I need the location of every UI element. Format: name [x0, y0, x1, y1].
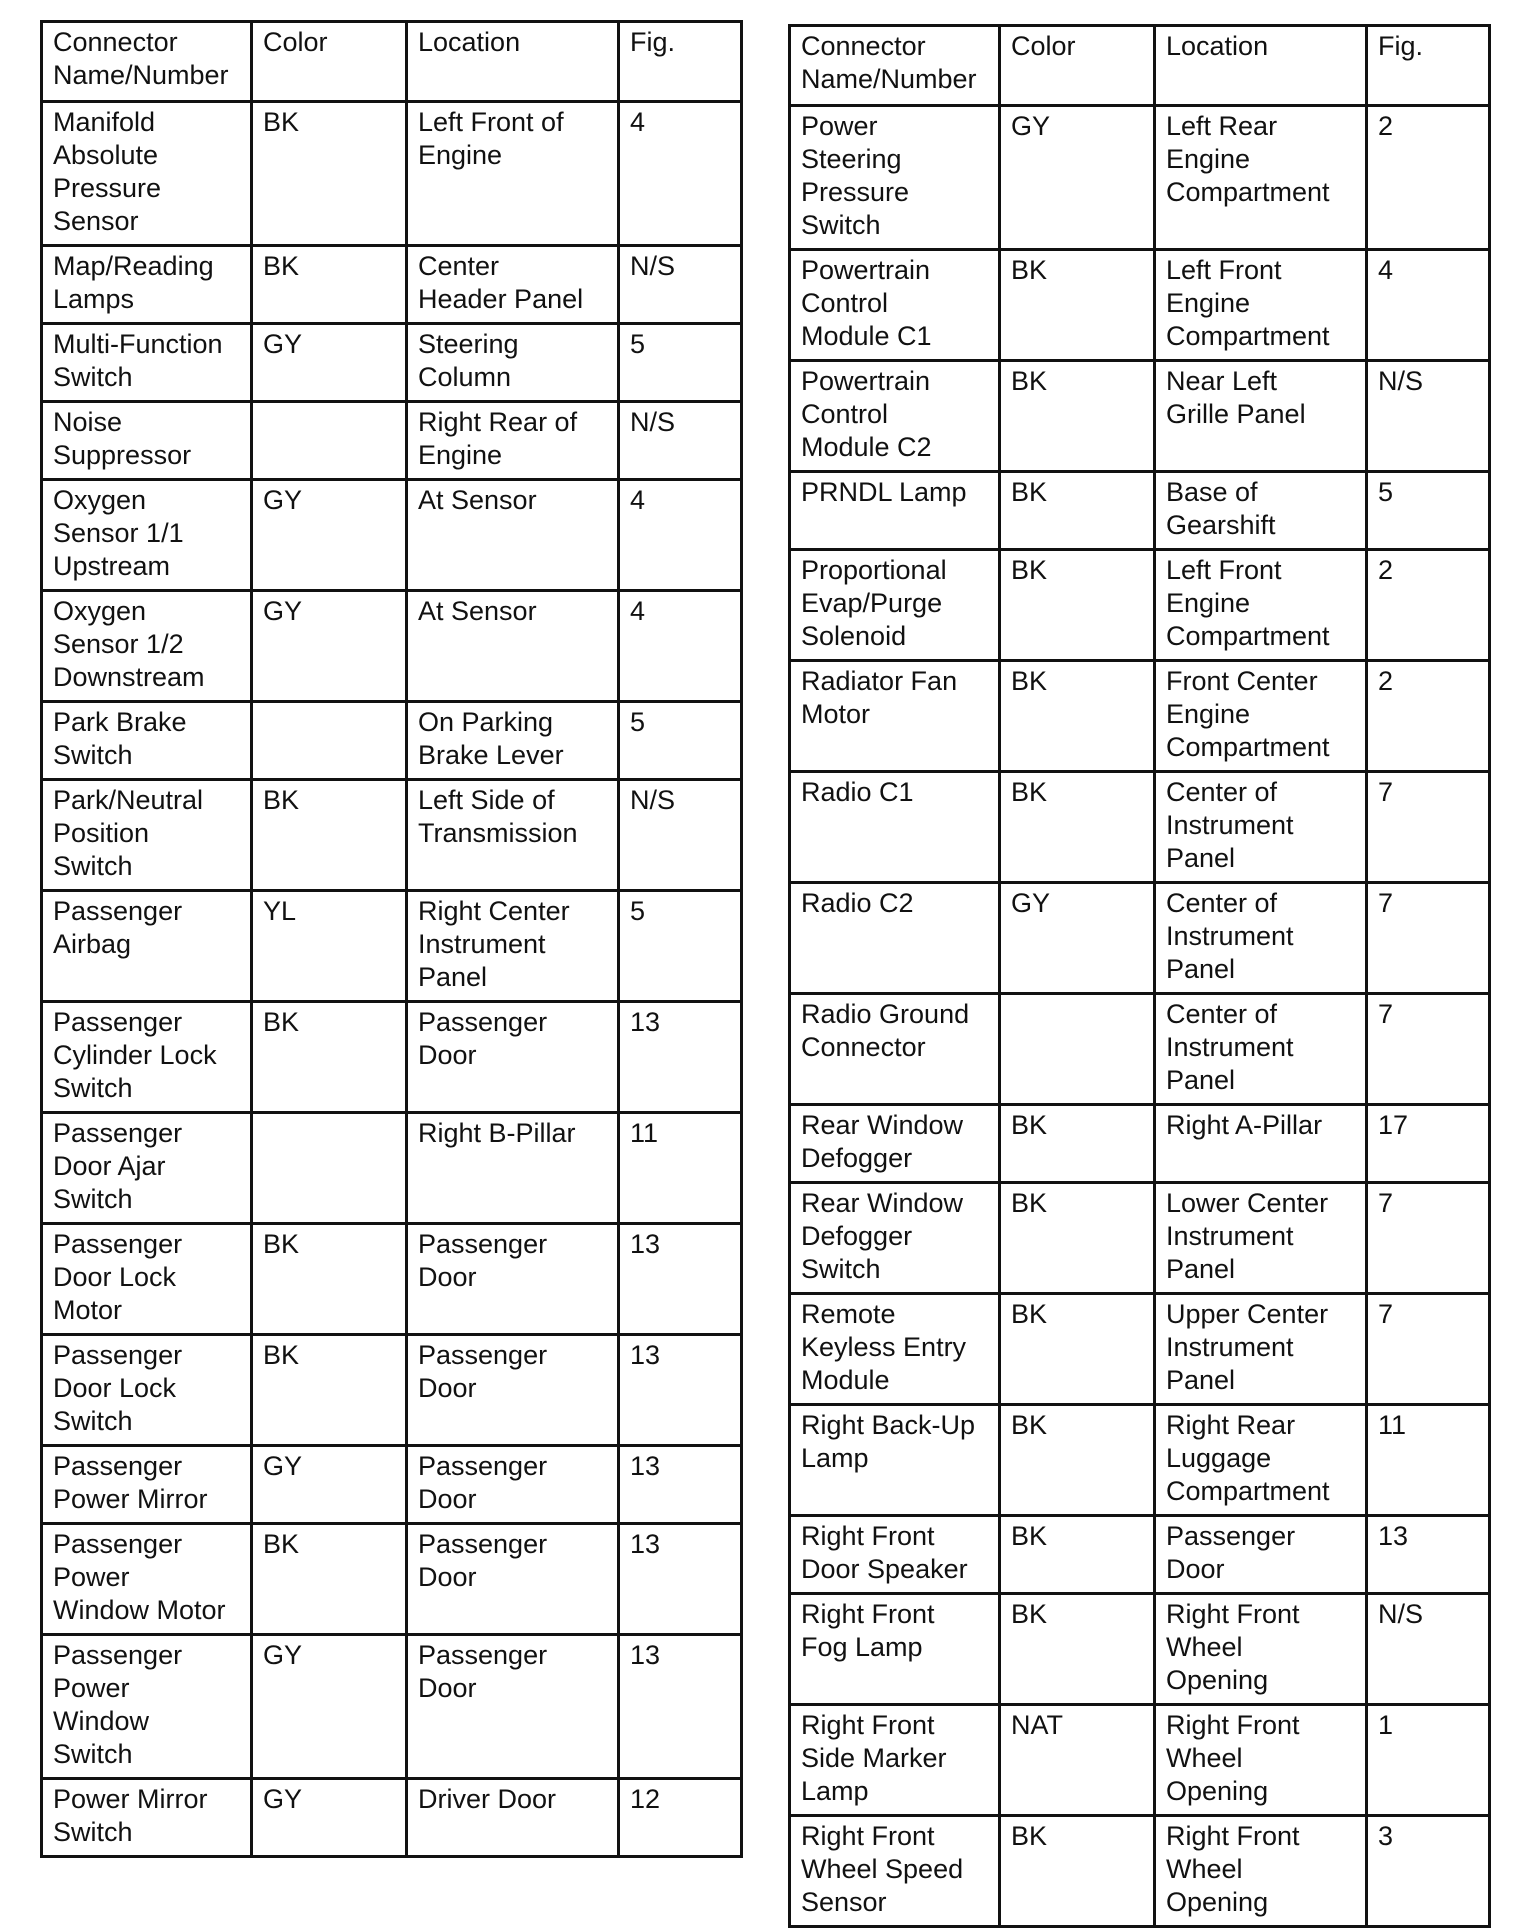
cell-color: BK: [252, 102, 407, 246]
cell-color: GY: [252, 480, 407, 591]
cell-connector: Powertrain Control Module C1: [790, 250, 1000, 361]
header-location: Location: [1155, 26, 1367, 106]
cell-connector: Radio C2: [790, 883, 1000, 994]
cell-color: BK: [1000, 1183, 1155, 1294]
cell-connector: Park Brake Switch: [42, 702, 252, 780]
cell-location: Passenger Door: [407, 1524, 619, 1635]
cell-fig: 13: [619, 1002, 742, 1113]
cell-fig: 4: [619, 591, 742, 702]
cell-location: Left Front Engine Compartment: [1155, 250, 1367, 361]
cell-location: Passenger Door: [1155, 1516, 1367, 1594]
connector-table-left: [40, 20, 743, 1858]
table-row: [42, 1113, 742, 1224]
table-row: [790, 472, 1490, 550]
cell-color: YL: [252, 891, 407, 1002]
table-row: [790, 1405, 1490, 1516]
cell-location: Right Front Wheel Opening: [1155, 1816, 1367, 1927]
cell-fig: 5: [1367, 472, 1490, 550]
cell-fig: 2: [1367, 106, 1490, 250]
table-row: [42, 591, 742, 702]
header-fig: Fig.: [1367, 26, 1490, 106]
table-row: [790, 661, 1490, 772]
cell-color: BK: [252, 1224, 407, 1335]
cell-connector: Park/Neutral Position Switch: [42, 780, 252, 891]
cell-connector: Remote Keyless Entry Module: [790, 1294, 1000, 1405]
table-body: [790, 106, 1490, 1927]
cell-fig: N/S: [619, 780, 742, 891]
cell-connector: Radio Ground Connector: [790, 994, 1000, 1105]
table-row: [42, 891, 742, 1002]
cell-connector: Powertrain Control Module C2: [790, 361, 1000, 472]
table-row: [42, 246, 742, 324]
table-row: [790, 1183, 1490, 1294]
cell-fig: 2: [1367, 550, 1490, 661]
cell-location: Left Front of Engine: [407, 102, 619, 246]
table-row: [790, 106, 1490, 250]
cell-color: GY: [252, 324, 407, 402]
cell-connector: Passenger Door Lock Motor: [42, 1224, 252, 1335]
cell-location: Front Center Engine Compartment: [1155, 661, 1367, 772]
cell-location: Passenger Door: [407, 1635, 619, 1779]
cell-fig: 13: [1367, 1516, 1490, 1594]
cell-connector: Multi-Function Switch: [42, 324, 252, 402]
table-row: [42, 702, 742, 780]
table-row: [790, 1105, 1490, 1183]
table-row: [790, 994, 1490, 1105]
cell-connector: Noise Suppressor: [42, 402, 252, 480]
table-row: [42, 480, 742, 591]
cell-fig: 4: [619, 480, 742, 591]
cell-fig: 4: [619, 102, 742, 246]
cell-fig: 7: [1367, 883, 1490, 994]
cell-connector: Proportional Evap/Purge Solenoid: [790, 550, 1000, 661]
table-row: [790, 361, 1490, 472]
cell-connector: Right Front Side Marker Lamp: [790, 1705, 1000, 1816]
cell-location: Left Front Engine Compartment: [1155, 550, 1367, 661]
table-row: [790, 1294, 1490, 1405]
connector-table-right: [788, 24, 1491, 1928]
cell-connector: Oxygen Sensor 1/2 Downstream: [42, 591, 252, 702]
cell-connector: Manifold Absolute Pressure Sensor: [42, 102, 252, 246]
cell-connector: Passenger Power Window Motor: [42, 1524, 252, 1635]
table-row: [42, 1635, 742, 1779]
cell-color: BK: [1000, 1405, 1155, 1516]
cell-location: At Sensor: [407, 591, 619, 702]
table-row: [42, 324, 742, 402]
header-connector: Connector Name/Number: [790, 26, 1000, 106]
cell-connector: Passenger Power Mirror: [42, 1446, 252, 1524]
cell-color: BK: [1000, 1294, 1155, 1405]
table-row: [42, 1224, 742, 1335]
cell-color: GY: [252, 1446, 407, 1524]
cell-fig: 5: [619, 324, 742, 402]
cell-color: [252, 702, 407, 780]
table-row: [42, 102, 742, 246]
cell-fig: 13: [619, 1335, 742, 1446]
cell-color: GY: [1000, 883, 1155, 994]
cell-location: Left Side of Transmission: [407, 780, 619, 891]
cell-fig: 2: [1367, 661, 1490, 772]
cell-fig: N/S: [619, 246, 742, 324]
cell-fig: 12: [619, 1779, 742, 1857]
cell-color: BK: [1000, 1594, 1155, 1705]
table-row: [790, 1594, 1490, 1705]
cell-location: Center of Instrument Panel: [1155, 994, 1367, 1105]
cell-location: Passenger Door: [407, 1446, 619, 1524]
cell-location: On Parking Brake Lever: [407, 702, 619, 780]
cell-color: [252, 1113, 407, 1224]
cell-fig: 5: [619, 891, 742, 1002]
cell-color: GY: [1000, 106, 1155, 250]
cell-color: BK: [1000, 661, 1155, 772]
cell-connector: Right Back-Up Lamp: [790, 1405, 1000, 1516]
cell-fig: 5: [619, 702, 742, 780]
cell-location: Right Rear Luggage Compartment: [1155, 1405, 1367, 1516]
cell-fig: N/S: [1367, 1594, 1490, 1705]
cell-fig: N/S: [619, 402, 742, 480]
cell-color: BK: [1000, 472, 1155, 550]
cell-location: Driver Door: [407, 1779, 619, 1857]
cell-connector: Passenger Cylinder Lock Switch: [42, 1002, 252, 1113]
cell-fig: 13: [619, 1446, 742, 1524]
cell-location: Steering Column: [407, 324, 619, 402]
cell-color: BK: [1000, 361, 1155, 472]
table-row: [42, 1335, 742, 1446]
header-color: Color: [252, 22, 407, 102]
cell-fig: 3: [1367, 1816, 1490, 1927]
cell-connector: Right Front Fog Lamp: [790, 1594, 1000, 1705]
cell-connector: Passenger Airbag: [42, 891, 252, 1002]
table-row: [790, 883, 1490, 994]
cell-location: Center Header Panel: [407, 246, 619, 324]
cell-fig: 11: [1367, 1405, 1490, 1516]
cell-location: Passenger Door: [407, 1002, 619, 1113]
table-row: [790, 550, 1490, 661]
cell-connector: Rear Window Defogger Switch: [790, 1183, 1000, 1294]
cell-color: BK: [252, 1002, 407, 1113]
cell-color: BK: [252, 1335, 407, 1446]
table-row: [790, 250, 1490, 361]
cell-location: Right Rear of Engine: [407, 402, 619, 480]
table-header-row: [42, 22, 742, 102]
cell-color: BK: [1000, 1516, 1155, 1594]
cell-connector: PRNDL Lamp: [790, 472, 1000, 550]
cell-color: BK: [1000, 1816, 1155, 1927]
cell-color: GY: [252, 591, 407, 702]
cell-connector: Right Front Wheel Speed Sensor: [790, 1816, 1000, 1927]
cell-location: Center of Instrument Panel: [1155, 772, 1367, 883]
cell-fig: 7: [1367, 1294, 1490, 1405]
cell-location: At Sensor: [407, 480, 619, 591]
cell-fig: N/S: [1367, 361, 1490, 472]
table-row: [790, 1516, 1490, 1594]
header-location: Location: [407, 22, 619, 102]
cell-connector: Right Front Door Speaker: [790, 1516, 1000, 1594]
table-row: [42, 780, 742, 891]
cell-color: BK: [252, 246, 407, 324]
cell-location: Right Front Wheel Opening: [1155, 1705, 1367, 1816]
cell-fig: 7: [1367, 772, 1490, 883]
cell-fig: 11: [619, 1113, 742, 1224]
cell-connector: Radiator Fan Motor: [790, 661, 1000, 772]
cell-fig: 7: [1367, 994, 1490, 1105]
cell-color: BK: [252, 780, 407, 891]
cell-location: Right Center Instrument Panel: [407, 891, 619, 1002]
cell-color: BK: [252, 1524, 407, 1635]
cell-connector: Passenger Door Ajar Switch: [42, 1113, 252, 1224]
table-row: [790, 772, 1490, 883]
table-row: [790, 1705, 1490, 1816]
cell-fig: 17: [1367, 1105, 1490, 1183]
cell-fig: 13: [619, 1635, 742, 1779]
cell-color: BK: [1000, 250, 1155, 361]
cell-location: Upper Center Instrument Panel: [1155, 1294, 1367, 1405]
cell-location: Center of Instrument Panel: [1155, 883, 1367, 994]
table-row: [42, 402, 742, 480]
cell-location: Right B-Pillar: [407, 1113, 619, 1224]
cell-location: Right A-Pillar: [1155, 1105, 1367, 1183]
cell-color: BK: [1000, 550, 1155, 661]
cell-connector: Oxygen Sensor 1/1 Upstream: [42, 480, 252, 591]
cell-fig: 13: [619, 1224, 742, 1335]
cell-fig: 1: [1367, 1705, 1490, 1816]
cell-fig: 7: [1367, 1183, 1490, 1294]
cell-connector: Passenger Power Window Switch: [42, 1635, 252, 1779]
header-color: Color: [1000, 26, 1155, 106]
header-fig: Fig.: [619, 22, 742, 102]
cell-location: Base of Gearshift: [1155, 472, 1367, 550]
cell-connector: Power Steering Pressure Switch: [790, 106, 1000, 250]
cell-location: Passenger Door: [407, 1224, 619, 1335]
table-body: [42, 102, 742, 1857]
cell-location: Lower Center Instrument Panel: [1155, 1183, 1367, 1294]
cell-fig: 4: [1367, 250, 1490, 361]
cell-fig: 13: [619, 1524, 742, 1635]
cell-location: Near Left Grille Panel: [1155, 361, 1367, 472]
cell-location: Right Front Wheel Opening: [1155, 1594, 1367, 1705]
cell-color: GY: [252, 1635, 407, 1779]
header-connector: Connector Name/Number: [42, 22, 252, 102]
cell-connector: Power Mirror Switch: [42, 1779, 252, 1857]
cell-color: [252, 402, 407, 480]
cell-location: Passenger Door: [407, 1335, 619, 1446]
table-row: [42, 1446, 742, 1524]
cell-color: BK: [1000, 772, 1155, 883]
cell-color: GY: [252, 1779, 407, 1857]
table-row: [790, 1816, 1490, 1927]
cell-connector: Rear Window Defogger: [790, 1105, 1000, 1183]
table-row: [42, 1524, 742, 1635]
table-row: [42, 1779, 742, 1857]
cell-color: NAT: [1000, 1705, 1155, 1816]
cell-connector: Passenger Door Lock Switch: [42, 1335, 252, 1446]
cell-color: [1000, 994, 1155, 1105]
cell-color: BK: [1000, 1105, 1155, 1183]
table-row: [42, 1002, 742, 1113]
cell-location: Left Rear Engine Compartment: [1155, 106, 1367, 250]
cell-connector: Map/Reading Lamps: [42, 246, 252, 324]
cell-connector: Radio C1: [790, 772, 1000, 883]
table-header-row: [790, 26, 1490, 106]
